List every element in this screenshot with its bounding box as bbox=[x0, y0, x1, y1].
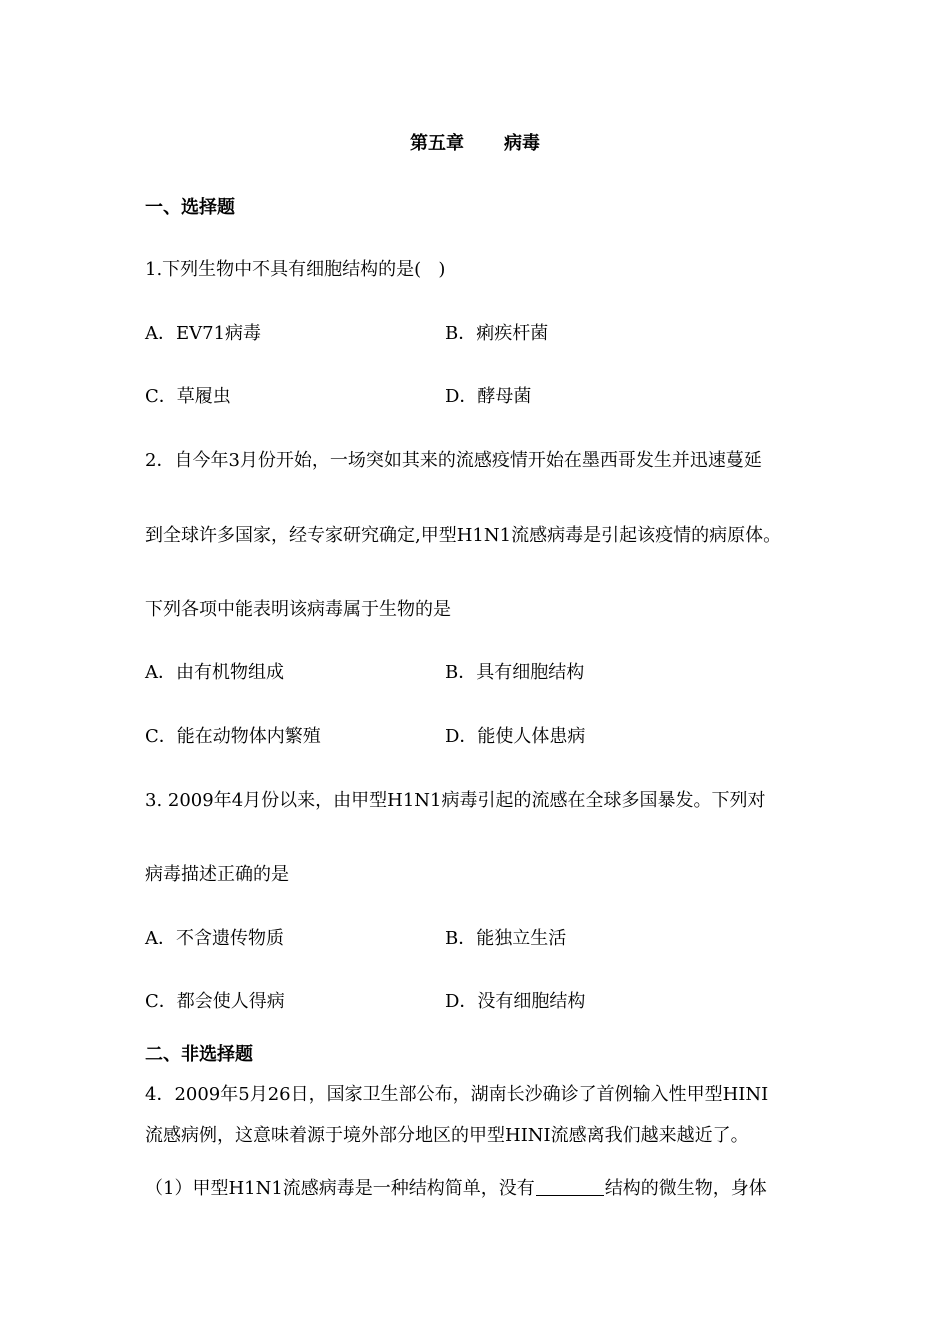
question-3-option-d: D．没有细胞结构 bbox=[445, 991, 586, 1012]
question-3-line-1: 3. 2009年4月份以来，由甲型H1N1病毒引起的流感在全球多国暴发。下列对 bbox=[145, 790, 766, 811]
question-4-sub-1 bbox=[145, 1177, 767, 1201]
question-2-option-d: D．能使人体患病 bbox=[445, 726, 586, 747]
question-1-option-d: D．酵母菌 bbox=[445, 386, 532, 407]
question-1-option-c: C．草履虫 bbox=[145, 386, 231, 407]
question-3-option-a: A．不含遗传物质 bbox=[145, 928, 284, 949]
answer-blank[interactable] bbox=[536, 1177, 604, 1196]
question-4-sub-1-after: 结构的微生物，身体 bbox=[604, 1178, 767, 1199]
section-heading-non-choice: 二、非选择题 bbox=[145, 1044, 253, 1065]
question-1-option-a: A．EV71病毒 bbox=[145, 323, 262, 344]
title-chapter: 第五章 bbox=[410, 133, 464, 154]
question-4-sub-1-before: （1）甲型H1N1流感病毒是一种结构简单，没有 bbox=[145, 1178, 535, 1199]
question-2-option-a: A．由有机物组成 bbox=[145, 662, 284, 683]
question-4-line-2: 流感病例，这意味着源于境外部分地区的甲型HINI流感离我们越来越近了。 bbox=[145, 1125, 749, 1146]
section-heading-choice: 一、选择题 bbox=[145, 197, 235, 218]
question-2-option-b: B．具有细胞结构 bbox=[445, 662, 585, 683]
question-2-line-2: 到全球许多国家，经专家研究确定,甲型H1N1流感病毒是引起该疫情的病原体。 bbox=[145, 525, 782, 546]
title-topic: 病毒 bbox=[504, 133, 540, 154]
question-1-stem: 1.下列生物中不具有细胞结构的是( ) bbox=[145, 259, 446, 280]
question-2-option-c: C．能在动物体内繁殖 bbox=[145, 726, 321, 747]
question-1-option-b: B．痢疾杆菌 bbox=[445, 323, 549, 344]
question-3-option-b: B．能独立生活 bbox=[445, 928, 567, 949]
question-3-line-2: 病毒描述正确的是 bbox=[145, 864, 289, 885]
page-title bbox=[0, 132, 950, 156]
question-3-option-c: C．都会使人得病 bbox=[145, 991, 285, 1012]
question-4-line-1: 4．2009年5月26日，国家卫生部公布，湖南长沙确诊了首例输入性甲型HINI bbox=[145, 1084, 769, 1105]
question-2-line-3: 下列各项中能表明该病毒属于生物的是 bbox=[145, 599, 451, 620]
question-2-line-1: 2．自今年3月份开始，一场突如其来的流感疫情开始在墨西哥发生并迅速蔓延 bbox=[145, 450, 762, 471]
